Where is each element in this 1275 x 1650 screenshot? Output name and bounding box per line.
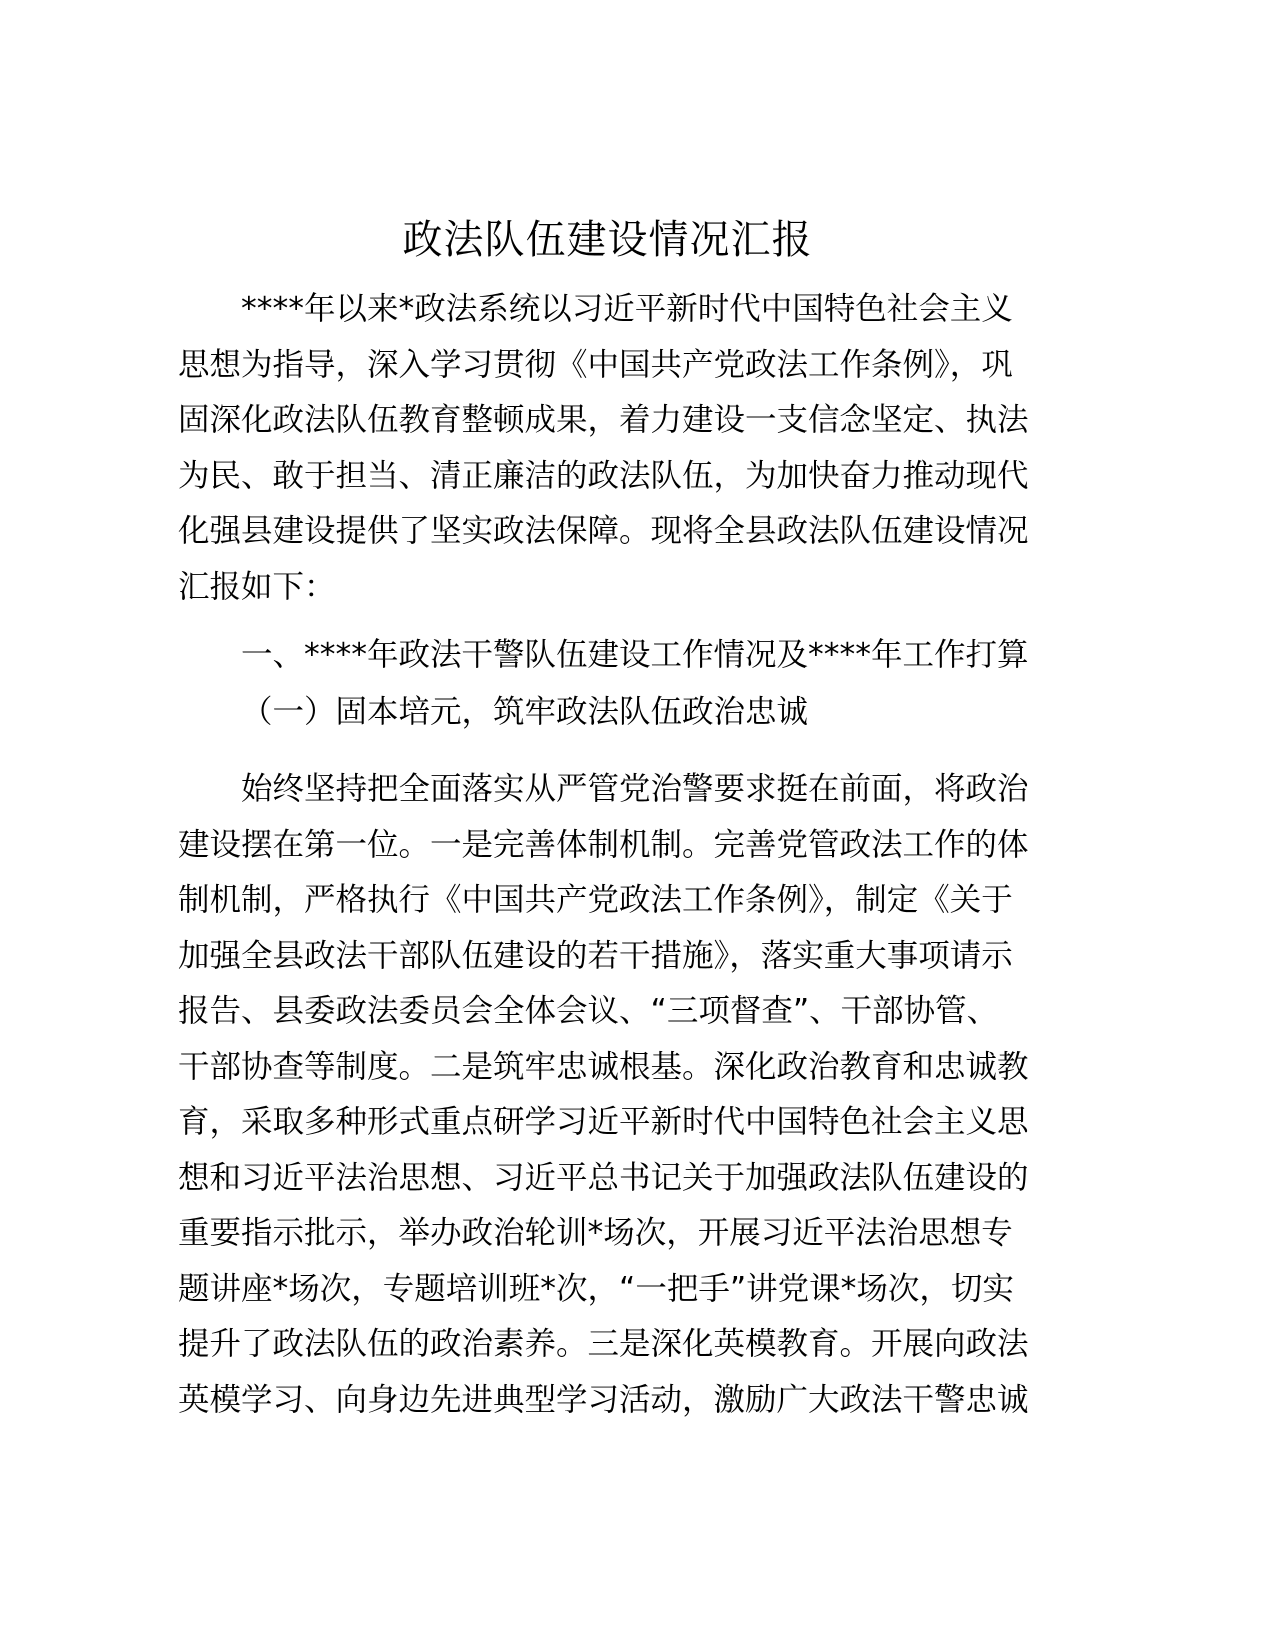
paragraph-line: 化强县建设提供了坚实政法保障。现将全县政法队伍建设情况 xyxy=(178,513,1029,549)
intro-paragraph xyxy=(178,282,1038,615)
section-heading xyxy=(178,628,1038,684)
paragraph-line: 固深化政法队伍教育整顿成果，着力建设一支信念坚定、执法 xyxy=(178,402,1029,438)
paragraph-line: 加强全县政法干部队伍建设的若干措施》，落实重大事项请示 xyxy=(178,937,1013,974)
subsection-heading-text: （一）固本培元，筑牢政法队伍政治忠诚 xyxy=(241,694,809,730)
paragraph-line: 思想为指导，深入学习贯彻《中国共产党政法工作条例》，巩 xyxy=(178,346,1013,383)
subsection-heading xyxy=(178,685,1038,741)
paragraph-line: 报告、县委政法委员会全体会议、“三项督查”、干部协管、 xyxy=(178,993,999,1029)
document-title: 政法队伍建设情况汇报 xyxy=(402,217,813,263)
paragraph-line: 题讲座*场次，专题培训班*次，“一把手”讲党课*场次，切实 xyxy=(178,1270,1014,1307)
paragraph-line: 为民、敢于担当、清正廉洁的政法队伍，为加快奋力推动现代 xyxy=(178,457,1029,494)
paragraph-line: ****年以来*政法系统以习近平新时代中国特色社会主义 xyxy=(241,291,1013,327)
paragraph-line: 始终坚持把全面落实从严管党治警要求挺在前面，将政治 xyxy=(241,771,1029,807)
paragraph-line: 汇报如下： xyxy=(178,568,336,605)
paragraph-line: 建设摆在第一位。一是完善体制机制。完善党管政法工作的体 xyxy=(178,826,1029,863)
paragraph-line: 英模学习、向身边先进典型学习活动，激励广大政法干警忠诚 xyxy=(178,1381,1029,1418)
paragraph-line: 重要指示批示，举办政治轮训*场次，开展习近平法治思想专 xyxy=(178,1215,1013,1251)
body-paragraph xyxy=(178,762,1038,1428)
paragraph-line: 想和习近平法治思想、习近平总书记关于加强政法队伍建设的 xyxy=(178,1159,1029,1196)
paragraph-line: 提升了政法队伍的政治素养。三是深化英模教育。开展向政法 xyxy=(178,1326,1029,1362)
paragraph-line: 育，采取多种形式重点研学习近平新时代中国特色社会主义思 xyxy=(178,1104,1029,1140)
paragraph-line: 制机制，严格执行《中国共产党政法工作条例》，制定《关于 xyxy=(178,882,1013,918)
section-heading-text: 一、****年政法干警队伍建设工作情况及****年工作打算 xyxy=(241,637,1029,673)
paragraph-line: 干部协查等制度。二是筑牢忠诚根基。深化政治教育和忠诚教 xyxy=(178,1048,1029,1085)
